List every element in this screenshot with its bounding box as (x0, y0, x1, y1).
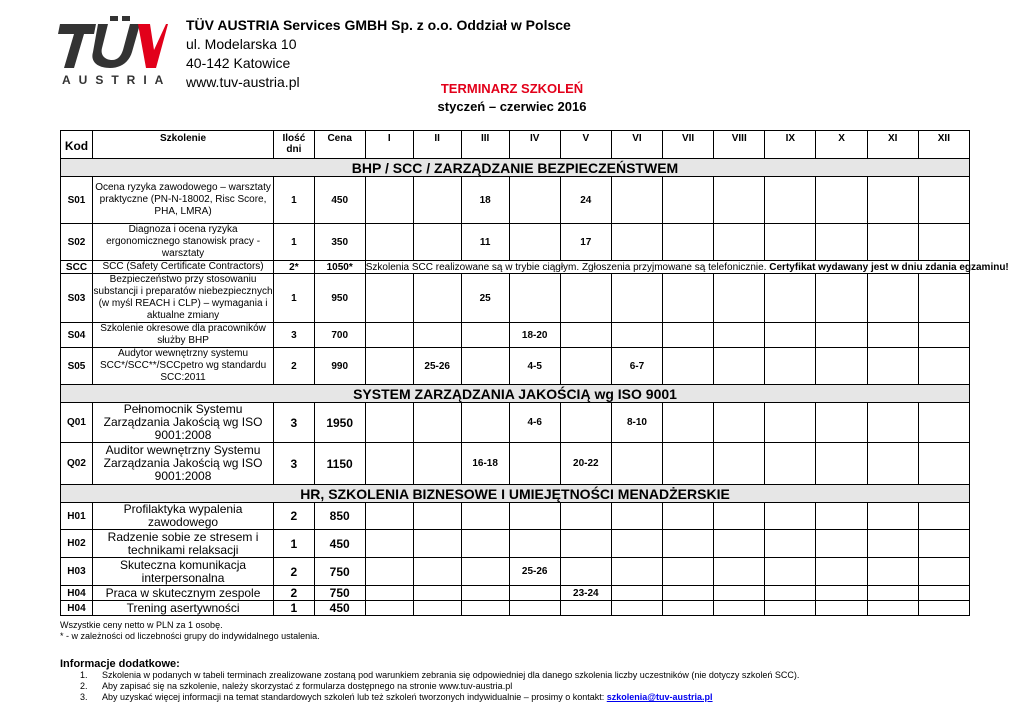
section-title-bhp: BHP / SCC / ZARZĄDZANIE BEZPIECZEŃSTWEM (61, 159, 970, 177)
course-days: 1 (274, 274, 314, 323)
course-price: 950 (314, 274, 365, 323)
course-days: 2 (274, 586, 314, 601)
col-month-9: IX (765, 131, 816, 159)
course-name: Radzenie sobie ze stresem i technikami relaksacji (92, 530, 273, 558)
table-row (61, 586, 970, 601)
table-row (61, 503, 970, 530)
course-price: 750 (314, 558, 365, 586)
date-may: 24 (560, 177, 611, 224)
date-may: 17 (560, 224, 611, 261)
course-days: 2 (274, 558, 314, 586)
course-days: 2 (274, 348, 314, 385)
course-days: 1 (274, 177, 314, 224)
logo-austria-text: AUSTRIA (62, 73, 172, 87)
tuv-austria-logo (58, 16, 172, 87)
section-row (61, 385, 970, 403)
date-march: 18 (461, 177, 509, 224)
course-name: Skuteczna komunikacja interpersonalna (92, 558, 273, 586)
course-code: H04 (61, 601, 93, 616)
scc-note (365, 261, 1009, 274)
col-month-10: X (816, 131, 867, 159)
course-code: H04 (61, 586, 93, 601)
col-month-12: XII (918, 131, 969, 159)
course-days: 1 (274, 530, 314, 558)
table-row (61, 601, 970, 616)
course-code: S02 (61, 224, 93, 261)
document-subtitle: styczeń – czerwiec 2016 (437, 99, 587, 114)
course-name: Bezpieczeństwo przy stosowaniu substancji i preparatów niebezpiecznych (w myśl REACH i CLP) – wymagania i aktualne zmiany (93, 274, 273, 321)
course-name: Diagnoza i ocena ryzyka ergonomicznego stanowisk pracy - warsztaty (92, 224, 273, 261)
list-item: 2. Aby zapisać się na szkolenie, należy skorzystać z formularza dostępnego na stronie www.tuv-austria.pl (80, 681, 513, 691)
address-street: ul. Modelarska 10 (186, 36, 297, 52)
col-month-3: III (461, 131, 509, 159)
info-item-text: Aby uzyskać więcej informacji na temat standardowych szkoleń lub też szkoleń tworzonych indywidualnie – prosimy o kontakt: (102, 692, 605, 702)
footnote-asterisk: * - w zależności od liczebności grupy do indywidalnego ustalenia. (60, 631, 320, 641)
table-row (61, 348, 970, 385)
course-code: S04 (61, 323, 93, 348)
course-name: Auditor wewnętrzny Systemu Zarządzania Jakością wg ISO 9001:2008 (92, 443, 273, 485)
date-may: 20-22 (560, 443, 611, 485)
course-price: 450 (314, 530, 365, 558)
course-days: 2* (274, 261, 314, 274)
course-code: H01 (61, 503, 93, 530)
date-may: 23-24 (560, 586, 611, 601)
course-price: 350 (314, 224, 365, 261)
date-march: 11 (461, 224, 509, 261)
table-row (61, 323, 970, 348)
table-row (61, 558, 970, 586)
course-days: 1 (274, 601, 314, 616)
table-row (61, 530, 970, 558)
table-row (61, 261, 970, 274)
col-month-8: VIII (714, 131, 765, 159)
company-name: TÜV AUSTRIA Services GMBH Sp. z o.o. Oddział w Polsce (186, 17, 571, 33)
header-row (61, 131, 970, 159)
website-link[interactable]: www.tuv-austria.pl (186, 74, 300, 90)
course-name: Trening asertywności (92, 601, 273, 616)
document-title: TERMINARZ SZKOLEŃ (440, 81, 584, 96)
info-list (80, 670, 799, 703)
section-row (61, 485, 970, 503)
col-szkolenie: Szkolenie (92, 131, 273, 159)
course-code: Q02 (61, 443, 93, 485)
course-days: 3 (274, 323, 314, 348)
table-row (61, 443, 970, 485)
table-row (61, 224, 970, 261)
course-code: Q01 (61, 403, 93, 443)
course-name: Profilaktyka wypalenia zawodowego (92, 503, 273, 530)
course-code: S03 (61, 274, 93, 323)
section-title-iso: SYSTEM ZARZĄDZANIA JAKOŚCIĄ wg ISO 9001 (61, 385, 970, 403)
footnote-prices: Wszystkie ceny netto w PLN za 1 osobę. (60, 620, 223, 630)
date-april: 18-20 (509, 323, 560, 348)
scc-note-bold: Certyfikat wydawany jest w dniu zdania egzaminu! (769, 261, 1009, 273)
date-june: 8-10 (611, 403, 662, 443)
info-heading: Informacje dodatkowe: (60, 658, 180, 670)
course-days: 3 (274, 403, 314, 443)
course-price: 450 (314, 601, 365, 616)
course-price: 1950 (314, 403, 365, 443)
course-code: S01 (61, 177, 93, 224)
logo-mark (58, 16, 140, 68)
col-month-5: V (560, 131, 611, 159)
section-row (61, 159, 970, 177)
col-month-11: XI (867, 131, 918, 159)
course-name: Szkolenie okresowe dla pracowników służby BHP (92, 323, 273, 348)
date-february: 25-26 (413, 348, 461, 385)
list-item: 3. Aby uzyskać więcej informacji na temat standardowych szkoleń lub też szkoleń tworzonych indywidualnie – prosimy o kontakt: szkolenia@tuv-austria.pl (80, 692, 713, 702)
course-code: H03 (61, 558, 93, 586)
info-item-text: Aby zapisać się na szkolenie, należy skorzystać z formularza dostępnego na stronie www.tuv-austria.pl (102, 681, 513, 691)
col-ilosc-dni: Ilość dni (274, 131, 314, 159)
col-month-4: IV (509, 131, 560, 159)
info-item-text: Szkolenia w podanych w tabeli terminach zrealizowane zostaną pod warunkiem zebrania się odpowiedniej dla danego szkolenia liczby uczestników (nie dotyczy szkoleń SCC). (102, 670, 800, 680)
date-april: 4-5 (509, 348, 560, 385)
scc-note-text: Szkolenia SCC realizowane są w trybie ciągłym. Zgłoszenia przyjmowane są telefonicznie. (365, 261, 767, 273)
course-price: 990 (314, 348, 365, 385)
course-days: 3 (274, 443, 314, 485)
course-price: 850 (314, 503, 365, 530)
course-price: 700 (314, 323, 365, 348)
course-price: 1150 (314, 443, 365, 485)
training-schedule-table (60, 130, 1009, 616)
col-month-6: VI (611, 131, 662, 159)
course-days: 2 (274, 503, 314, 530)
col-month-2: II (413, 131, 461, 159)
course-code: H02 (61, 530, 93, 558)
table-row (61, 274, 970, 323)
course-code: S05 (61, 348, 93, 385)
course-name: Praca w skutecznym zespole (92, 586, 273, 601)
col-cena: Cena (314, 131, 365, 159)
course-price: 750 (314, 586, 365, 601)
date-april: 4-6 (509, 403, 560, 443)
list-item: 1. Szkolenia w podanych w tabeli terminach zrealizowane zostaną pod warunkiem zebrania się odpowiedniej dla danego szkolenia liczby uczestników (nie dotyczy szkoleń SCC). (80, 670, 800, 680)
col-month-1: I (365, 131, 413, 159)
course-name: SCC (Safety Certificate Contractors) (92, 261, 273, 274)
course-code: SCC (61, 261, 93, 274)
date-june: 6-7 (611, 348, 662, 385)
course-price: 450 (314, 177, 365, 224)
course-price: 1050* (314, 261, 365, 274)
table-row (61, 403, 970, 443)
date-march: 16-18 (461, 443, 509, 485)
col-kod: Kod (61, 131, 93, 159)
contact-email-link[interactable]: szkolenia@tuv-austria.pl (606, 692, 713, 702)
table-row (61, 177, 970, 224)
col-month-7: VII (663, 131, 714, 159)
logo-v-red (138, 24, 168, 68)
course-days: 1 (274, 224, 314, 261)
course-name: Audytor wewnętrzny systemu SCC*/SCC**/SCCpetro wg standardu SCC:2011 (92, 348, 273, 385)
course-name: Ocena ryzyka zawodowego – warsztaty praktyczne (PN-N-18002, Risc Score, PHA, LMRA) (92, 177, 273, 224)
course-name: Pełnomocnik Systemu Zarządzania Jakością wg ISO 9001:2008 (92, 403, 273, 443)
section-title-hr: HR, SZKOLENIA BIZNESOWE I UMIEJĘTNOŚCI MENADŻERSKIE (61, 485, 970, 503)
date-april: 25-26 (509, 558, 560, 586)
date-march: 25 (461, 274, 509, 323)
address-city: 40-142 Katowice (186, 55, 291, 71)
